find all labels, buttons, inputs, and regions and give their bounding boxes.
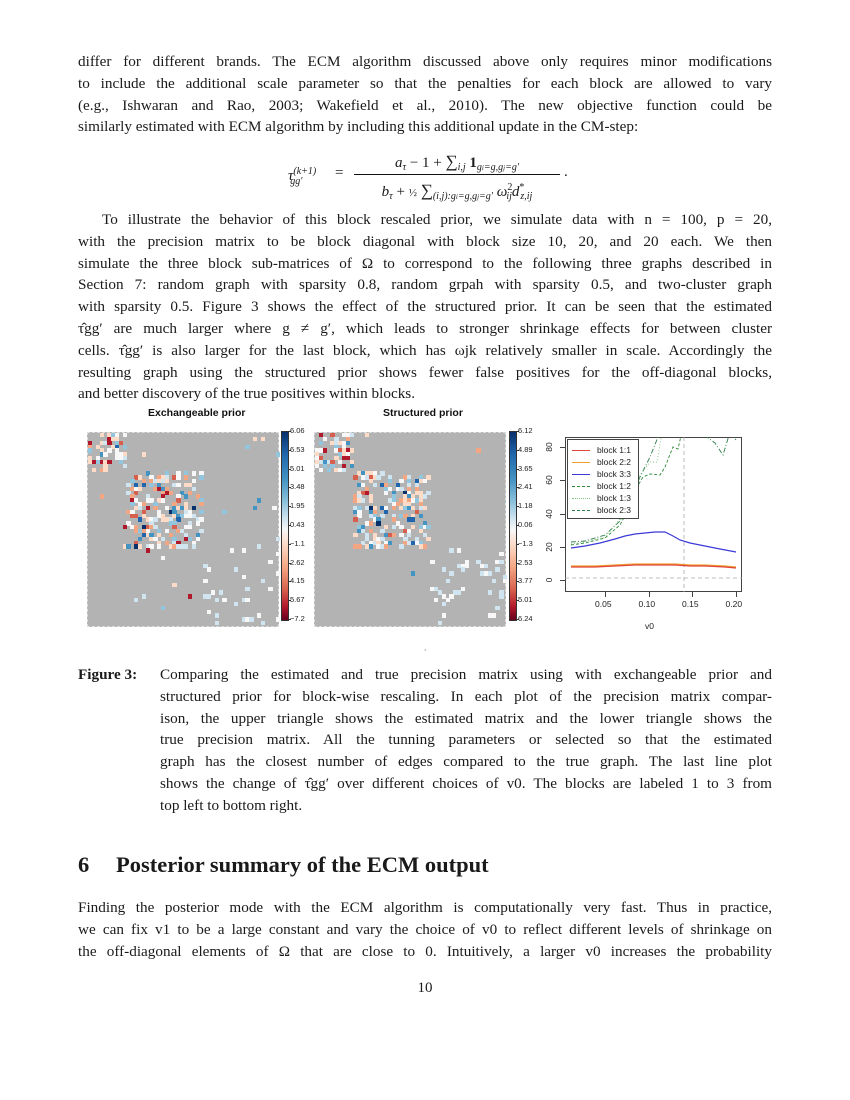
heatmap-cell	[411, 525, 415, 529]
heatmap-cell	[123, 464, 127, 468]
legend-item-block-2-3: block 2:3	[572, 505, 638, 516]
heatmap-cell	[257, 613, 261, 617]
heatmap-cell	[207, 610, 211, 614]
colorbar-tick-label: −7.2	[290, 614, 305, 623]
heatmap-cell	[199, 517, 203, 521]
heatmap-cell	[103, 468, 107, 472]
heatmap-cell	[92, 468, 96, 472]
heatmap-cell	[261, 621, 265, 625]
colorbar-exchangeable	[281, 431, 289, 621]
heatmap-cell	[172, 583, 176, 587]
heatmap-cell	[499, 552, 503, 556]
heatmap-cell	[442, 602, 446, 606]
heatmap-cell	[342, 468, 346, 472]
text-line: ison, the upper triangle shows the estimated matrix and the lower triangle shows the	[160, 709, 772, 727]
heatmap-cell	[123, 445, 127, 449]
heatmap-cell	[242, 575, 246, 579]
heatmap-cell	[169, 491, 173, 495]
heatmap-cell	[384, 510, 388, 514]
legend-swatch	[572, 474, 590, 475]
colorbar-tick-label: 5.67	[290, 595, 305, 605]
heatmap-cell	[376, 475, 380, 479]
heatmap-cell	[126, 544, 130, 548]
heatmap-cell	[426, 491, 430, 495]
heatmap-cell	[253, 506, 257, 510]
text-line: differ for different brands. The ECM algorithm discussed above only requires minor modifications	[78, 53, 772, 70]
heatmap-cell	[323, 448, 327, 452]
text-line: the off-diagonal elements of Ω that are close to 0. Intuitively, a larger v0 increases the probability	[78, 942, 772, 960]
y-tick	[560, 514, 565, 515]
heatmap-cell	[449, 571, 453, 575]
heatmap-cell	[442, 567, 446, 571]
heatmap-cell	[276, 537, 280, 541]
heatmap-cell	[484, 564, 488, 568]
legend-swatch	[572, 486, 590, 487]
heatmap-cell	[161, 606, 165, 610]
heatmap-cell	[207, 594, 211, 598]
colorbar-tick-label: 2.62	[290, 557, 305, 567]
heatmap-exchangeable	[87, 432, 279, 627]
heatmap-cell	[134, 598, 138, 602]
heatmap-cell	[492, 613, 496, 617]
heatmap-cell	[107, 460, 111, 464]
heatmap-cell	[192, 487, 196, 491]
heatmap-cell	[123, 525, 127, 529]
heatmap-cell	[188, 594, 192, 598]
heatmap-cell	[184, 494, 188, 498]
text-line: shows the change of τ̂gg′ over different choices of v0. The blocks are labeled 1 to 3 from	[160, 774, 772, 792]
heatmap-cell	[384, 544, 388, 548]
heatmap-cell	[245, 445, 249, 449]
heatmap-cell	[192, 506, 196, 510]
heatmap-cell	[353, 533, 357, 537]
legend-item-block-2-2: block 2:2	[572, 457, 638, 468]
heatmap-cell	[146, 548, 150, 552]
y-tick	[560, 480, 565, 481]
text-line: similarly estimated with ECM algorithm by including this additional update in the CM-step:	[78, 118, 639, 136]
colorbar-tick-label: 4.89	[518, 444, 533, 454]
colorbar-tick-label: 4.15	[290, 576, 305, 586]
text-line: graph has the closest number of edges compared to the true graph. The last line plot	[160, 753, 772, 771]
heatmap-cell	[492, 579, 496, 583]
heatmap-cell	[272, 506, 276, 510]
heatmap-cell	[215, 598, 219, 602]
heatmap-cell	[138, 537, 142, 541]
heatmap-cell	[199, 502, 203, 506]
heatmap-cell	[392, 506, 396, 510]
heatmap-cell	[142, 452, 146, 456]
heatmap-cell	[142, 594, 146, 598]
heatmap-cell	[100, 433, 104, 437]
heatmap-cell	[157, 544, 161, 548]
colorbar-tick-label: 1.95	[290, 501, 305, 511]
heatmap-cell	[153, 517, 157, 521]
colorbar-tick-label: 1.18	[518, 501, 533, 511]
heatmap-exchangeable-title: Exchangeable prior	[148, 407, 246, 419]
text-line: resulting graph using the structured prior shows fewer false positives for the off-diagonal blocks,	[78, 363, 772, 381]
heatmap-cell	[215, 613, 219, 617]
heatmap-cell	[392, 533, 396, 537]
heatmap-cell	[457, 548, 461, 552]
section-heading	[78, 852, 489, 878]
colorbar-tick-label: −1.1	[290, 538, 305, 548]
heatmap-cell	[245, 598, 249, 602]
heatmap-cell	[253, 437, 257, 441]
x-tick	[692, 592, 693, 597]
heatmap-cell	[376, 521, 380, 525]
heatmap-cell	[399, 544, 403, 548]
heatmap-cell	[222, 510, 226, 514]
legend-swatch	[572, 462, 590, 463]
colorbar-tick-label: 3.65	[518, 463, 533, 473]
heatmap-cell	[380, 514, 384, 518]
heatmap-cell	[346, 441, 350, 445]
heatmap-cell	[423, 479, 427, 483]
heatmap-cell	[323, 437, 327, 441]
heatmap-cell	[234, 602, 238, 606]
heatmap-cell	[357, 514, 361, 518]
lineplot-legend	[567, 439, 639, 519]
heatmap-cell	[495, 606, 499, 610]
heatmap-cell	[407, 533, 411, 537]
colorbar-tick-label: 0.43	[290, 520, 305, 529]
legend-swatch	[572, 498, 590, 499]
text-line: (e.g., Ishwaran and Rao, 2003; Wakefield et al., 2010). The new objective function could be	[78, 96, 772, 114]
equation-period: .	[564, 164, 568, 180]
heatmap-cell	[476, 448, 480, 452]
heatmap-cell	[461, 587, 465, 591]
heatmap-cell	[245, 587, 249, 591]
text-line: τ̂gg′ are much larger where g ≠ g′, which leads to stronger shrinkage effects for between cluster	[78, 319, 772, 337]
colorbar-tick-label: 2.41	[518, 482, 533, 492]
text-line: with the precision matrix to be block diagonal with block size 10, 20, and 20 each. We then	[78, 232, 772, 250]
colorbar-tick-label: 6.12	[518, 426, 533, 435]
heatmap-cell	[411, 517, 415, 521]
heatmap-cell	[203, 579, 207, 583]
heatmap-cell	[176, 498, 180, 502]
heatmap-cell	[319, 468, 323, 472]
heatmap-cell	[423, 544, 427, 548]
text-line: top left to bottom right.	[160, 796, 303, 814]
heatmap-cell	[369, 521, 373, 525]
y-tick	[560, 547, 565, 548]
heatmap-cell	[380, 471, 384, 475]
heatmap-cell	[327, 468, 331, 472]
colorbar-structured	[509, 431, 517, 621]
heatmap-structured-title: Structured prior	[383, 407, 463, 419]
heatmap-cell	[230, 548, 234, 552]
equation-numerator: $a_\tau - 1 + \sum_{i,j}$ $1_{gi=g,gj=g'}$	[394, 152, 520, 173]
heatmap-cell	[438, 621, 442, 625]
legend-swatch	[572, 450, 590, 451]
heatmap-cell	[353, 517, 357, 521]
heatmap-cell	[369, 544, 373, 548]
heatmap-cell	[276, 617, 280, 621]
text-line: to include the additional scale parameter so that the penalties for each block are allowed to vary	[78, 74, 772, 92]
heatmap-cell	[353, 475, 357, 479]
heatmap-cell	[146, 506, 150, 510]
equation-fraction	[352, 150, 562, 202]
heatmap-cell	[446, 598, 450, 602]
heatmap-cell	[123, 433, 127, 437]
heatmap-cell	[373, 483, 377, 487]
colorbar-tick-label: 5.01	[290, 463, 305, 473]
heatmap-cell	[249, 617, 253, 621]
heatmap-cell	[426, 475, 430, 479]
x-tick-label: 0.05	[595, 599, 612, 609]
legend-item-block-1-1: block 1:1	[572, 445, 638, 456]
heatmap-cell	[388, 541, 392, 545]
intro-paragraph	[78, 51, 772, 138]
colorbar-tick-label: 3.48	[290, 482, 305, 492]
page-number: 10	[417, 980, 433, 996]
heatmap-cell	[423, 494, 427, 498]
section-number: 6	[78, 852, 90, 877]
x-tick	[605, 592, 606, 597]
caption-label: Figure 3:	[78, 666, 138, 683]
heatmap-cell	[276, 571, 280, 575]
y-tick-label: 80	[544, 442, 554, 452]
heatmap-cell	[388, 479, 392, 483]
text-line: structured prior for block-wise rescaling. In each plot of the precision matrix compar-	[160, 687, 772, 705]
equation-lhs: $\tau^{(k+1)}_{gg'}$	[288, 166, 317, 187]
heatmap-cell	[134, 491, 138, 495]
text-line: and better discovery of the true positives within blocks.	[78, 385, 416, 403]
heatmap-cell	[461, 567, 465, 571]
heatmap-cell	[138, 487, 142, 491]
colorbar-tick-label: 0.06	[518, 520, 533, 529]
heatmap-cell	[499, 560, 503, 564]
heatmap-cell	[138, 517, 142, 521]
heatmap-structured	[314, 432, 506, 627]
heatmap-cell	[123, 456, 127, 460]
x-tick	[736, 592, 737, 597]
heatmap-cell	[234, 567, 238, 571]
x-tick-label: 0.10	[638, 599, 656, 609]
heatmap-cell	[188, 491, 192, 495]
legend-item-block-1-3: block 1:3	[572, 493, 638, 504]
heatmap-cell	[399, 479, 403, 483]
heatmap-cell	[268, 560, 272, 564]
illustration-paragraph	[78, 209, 772, 405]
section-paragraph	[78, 897, 772, 962]
text-line: Comparing the estimated and true precision matrix using with exchangeable prior and	[160, 666, 772, 683]
colorbar-tick-label: 3.77	[518, 576, 533, 586]
x-tick-label: 0.20	[725, 599, 743, 609]
heatmap-cell	[350, 464, 354, 468]
heatmap-cell	[261, 437, 265, 441]
text-line: with sparsity 0.5. Figure 3 shows the effect of the structured prior. It can be seen that the estimated	[78, 298, 772, 316]
heatmap-cell	[276, 452, 280, 456]
heatmap-cell	[165, 479, 169, 483]
heatmap-cell	[188, 525, 192, 529]
heatmap-cell	[199, 510, 203, 514]
heatmap-cell	[138, 544, 142, 548]
lineplot-x-label: v0	[645, 621, 654, 631]
heatmap-cell	[488, 571, 492, 575]
heatmap-cell	[192, 544, 196, 548]
heatmap-cell	[384, 491, 388, 495]
heatmap-cell	[196, 537, 200, 541]
caption-body	[160, 664, 772, 817]
heatmap-cell	[196, 521, 200, 525]
heatmap-cell	[495, 567, 499, 571]
heatmap-cell	[103, 452, 107, 456]
stray-mark: ·	[424, 646, 427, 655]
heatmap-cell	[350, 448, 354, 452]
heatmap-cell	[161, 498, 165, 502]
heatmap-cell	[319, 441, 323, 445]
heatmap-cell	[449, 594, 453, 598]
colorbar-tick-label: 6.06	[290, 426, 305, 435]
heatmap-cell	[192, 479, 196, 483]
heatmap-cell	[176, 475, 180, 479]
colorbar-tick-label: 2.53	[518, 557, 533, 567]
y-tick-label: 40	[544, 508, 554, 519]
colorbar-tick-label: 6.24	[518, 614, 533, 623]
text-line: To illustrate the behavior of this block rescaled prior, we simulate data with n = 100, p = 20,	[102, 211, 772, 228]
heatmap-cell	[365, 433, 369, 437]
x-tick-label: 0.15	[682, 599, 699, 609]
heatmap-cell	[199, 475, 203, 479]
heatmap-cell	[268, 587, 272, 591]
text-line: Section 7: random graph with sparsity 0.8, random grpah with sparsity 0.5, and two-cluster graph	[78, 276, 772, 294]
heatmap-cell	[184, 544, 188, 548]
heatmap-cell	[176, 483, 180, 487]
legend-item-block-1-2: block 1:2	[572, 481, 638, 492]
heatmap-cell	[357, 544, 361, 548]
y-tick-label: 60	[544, 475, 554, 486]
heatmap-cell	[199, 529, 203, 533]
heatmap-cell	[369, 498, 373, 502]
text-line: simulate the three block sub-matrices of Ω to correspond to the following three graphs described in	[78, 254, 772, 272]
heatmap-cell	[207, 567, 211, 571]
colorbar-tick-label: 6.53	[290, 444, 305, 454]
legend-item-block-3-3: block 3:3	[572, 469, 638, 480]
heatmap-cell	[361, 498, 365, 502]
legend-swatch	[572, 510, 590, 511]
heatmap-cell	[219, 590, 223, 594]
heatmap-cell	[192, 471, 196, 475]
text-line: Finding the posterior mode with the ECM algorithm is computationally very fast. Thus in practice,	[78, 899, 772, 916]
update-equation	[280, 150, 600, 205]
heatmap-cell	[350, 433, 354, 437]
heatmap-cell	[176, 517, 180, 521]
heatmap-cell	[222, 598, 226, 602]
heatmap-cell	[426, 525, 430, 529]
heatmap-cell	[100, 494, 104, 498]
heatmap-cell	[257, 498, 261, 502]
heatmap-cell	[457, 590, 461, 594]
colorbar-tick-label: 5.01	[518, 595, 533, 605]
heatmap-cell	[242, 548, 246, 552]
section-title-text: Posterior summary of the ECM output	[116, 852, 489, 877]
heatmap-cell	[442, 613, 446, 617]
equals-sign: =	[335, 165, 344, 181]
heatmap-cell	[434, 598, 438, 602]
heatmap-cell	[465, 564, 469, 568]
y-tick	[560, 580, 565, 581]
heatmap-cell	[419, 514, 423, 518]
heatmap-cell	[503, 579, 507, 583]
heatmap-cell	[107, 448, 111, 452]
text-line: we can fix v1 to be a large constant and vary the choice of v0 to reflect different levels of shrinkage on	[78, 920, 772, 938]
text-line: cells. τ̂gg′ is also larger for the last block, which has ωjk relatively smaller in scale. Accordingly the	[78, 341, 772, 359]
text-line: true precision matrix. All the tunning parameters or selected so that the estimated	[160, 731, 772, 749]
heatmap-cell	[215, 621, 219, 625]
heatmap-cell	[392, 525, 396, 529]
heatmap-cell	[499, 594, 503, 598]
heatmap-cell	[257, 544, 261, 548]
y-tick-label: 0	[544, 577, 554, 583]
heatmap-cell	[161, 556, 165, 560]
heatmap-cell	[384, 525, 388, 529]
heatmap-cell	[488, 590, 492, 594]
heatmap-cell	[426, 537, 430, 541]
colorbar-tick-label: −1.3	[518, 538, 533, 548]
heatmap-cell	[449, 548, 453, 552]
heatmap-cell	[142, 483, 146, 487]
heatmap-cell	[423, 506, 427, 510]
heatmap-cell	[411, 571, 415, 575]
heatmap-cell	[184, 475, 188, 479]
x-tick	[649, 592, 650, 597]
heatmap-cell	[149, 544, 153, 548]
heatmap-cell	[276, 552, 280, 556]
heatmap-cell	[261, 579, 265, 583]
heatmap-cell	[211, 590, 215, 594]
y-tick-label: 20	[544, 542, 554, 552]
heatmap-cell	[430, 560, 434, 564]
heatmap-cell	[446, 579, 450, 583]
y-tick	[560, 447, 565, 448]
heatmap-cell	[88, 448, 92, 452]
equation-denominator: $b_\tau$ + ½ $\sum_{(i,j):gi=g,gj=g'}$ $\omega^2_{ij}d^*_{z,ij}$	[381, 181, 533, 202]
